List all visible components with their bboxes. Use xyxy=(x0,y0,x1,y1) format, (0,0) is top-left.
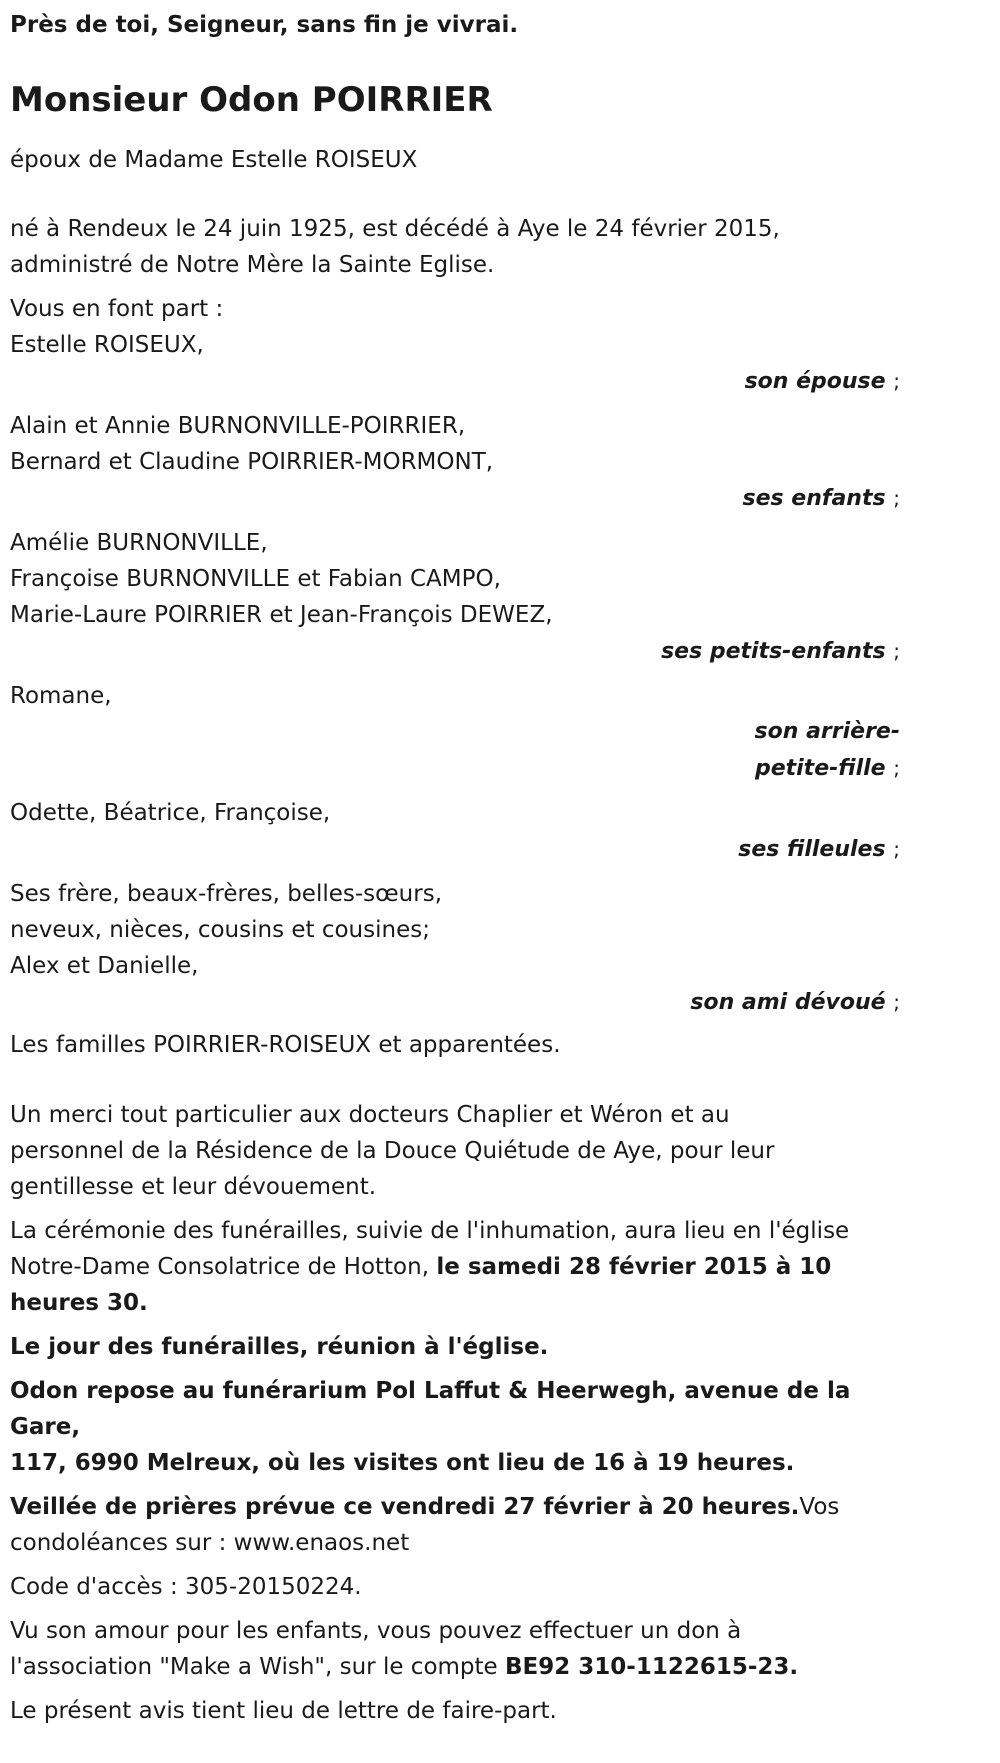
relation-semicolon: ; xyxy=(893,639,900,663)
relation-text: ses petits-enfants xyxy=(661,639,886,664)
vigil-condolences-start: Vos xyxy=(799,1494,840,1520)
relation-text: ses filleules xyxy=(738,837,886,862)
relation-text: petite-fille xyxy=(754,756,886,781)
deceased-name: Monsieur Odon POIRRIER xyxy=(10,80,493,120)
spouse-line: époux de Madame Estelle ROISEUX xyxy=(10,147,418,173)
family-group xyxy=(10,408,900,517)
donation-line-2 xyxy=(10,1649,900,1685)
announcement-intro: Vous en font part : xyxy=(10,296,224,322)
repose-line: 117, 6990 Melreux, où les visites ont lieu de 16 à 19 heures. xyxy=(10,1450,795,1476)
family-relation xyxy=(10,633,900,670)
thanks-line: personnel de la Résidence de la Douce Quiétude de Aye, pour leur xyxy=(10,1138,775,1164)
ceremony-date: le samedi 28 février 2015 à 10 xyxy=(436,1254,832,1280)
relation-semicolon: ; xyxy=(893,756,900,780)
relation-text: son arrière- xyxy=(754,719,900,744)
ceremony-line-1: La cérémonie des funérailles, suivie de l'inhumation, aura lieu en l'église xyxy=(10,1218,850,1244)
family-member: Marie-Laure POIRRIER et Jean-François DEWEZ, xyxy=(10,602,553,628)
repose-line: Odon repose au funérarium Pol Laffut & Heerwegh, avenue de la Gare, xyxy=(10,1378,851,1440)
family-group xyxy=(10,876,900,1021)
ceremony-paragraph xyxy=(10,1213,900,1321)
thanks-line: gentillesse et leur dévouement. xyxy=(10,1174,377,1200)
relation-semicolon: ; xyxy=(893,486,900,510)
relation-text: son ami dévoué xyxy=(690,990,886,1015)
relation-text: son épouse xyxy=(744,369,886,394)
relation-semicolon: ; xyxy=(893,990,900,1014)
family-member: Odette, Béatrice, Françoise, xyxy=(10,800,331,826)
family-member: Estelle ROISEUX, xyxy=(10,332,204,358)
family-relation xyxy=(10,831,900,868)
family-list xyxy=(10,327,900,1021)
relation-semicolon: ; xyxy=(893,837,900,861)
family-member: Amélie BURNONVILLE, xyxy=(10,530,268,556)
family-member: Alex et Danielle, xyxy=(10,953,199,979)
relation-semicolon: ; xyxy=(893,369,900,393)
family-member: neveux, nièces, cousins et cousines; xyxy=(10,917,430,943)
family-relation xyxy=(10,363,900,400)
vigil-paragraph xyxy=(10,1489,900,1561)
family-member: Ses frère, beaux-frères, belles-sœurs, xyxy=(10,881,443,907)
family-member: Bernard et Claudine POIRRIER-MORMONT, xyxy=(10,449,494,475)
access-code: Code d'accès : 305-20150224. xyxy=(10,1574,362,1600)
ceremony-time: heures 30. xyxy=(10,1290,148,1316)
families-line: Les familles POIRRIER-ROISEUX et apparentées. xyxy=(10,1032,561,1058)
vigil-line-1 xyxy=(10,1489,900,1525)
donation-association: l'association "Make a Wish", sur le compte xyxy=(10,1654,505,1680)
ceremony-line-2 xyxy=(10,1249,900,1285)
relation-text: ses enfants xyxy=(742,486,886,511)
donation-paragraph xyxy=(10,1613,900,1685)
thanks-paragraph xyxy=(10,1097,900,1205)
condolences-website: condoléances sur : www.enaos.net xyxy=(10,1530,410,1556)
ceremony-location: Notre-Dame Consolatrice de Hotton, xyxy=(10,1254,437,1280)
family-relation xyxy=(10,480,900,517)
family-relation xyxy=(10,750,900,787)
family-relation xyxy=(10,714,900,750)
donation-account: BE92 310-1122615-23. xyxy=(505,1654,799,1680)
birth-death-line-1: né à Rendeux le 24 juin 1925, est décédé à Aye le 24 février 2015, xyxy=(10,216,780,242)
family-group xyxy=(10,327,900,400)
thanks-line: Un merci tout particulier aux docteurs Chaplier et Wéron et au xyxy=(10,1102,730,1128)
family-group xyxy=(10,678,900,787)
repose-paragraph xyxy=(10,1373,900,1481)
closing-line: Le présent avis tient lieu de lettre de faire-part. xyxy=(10,1698,557,1724)
birth-death-line-2: administré de Notre Mère la Sainte Eglise. xyxy=(10,252,495,278)
family-member: Françoise BURNONVILLE et Fabian CAMPO, xyxy=(10,566,501,592)
vigil-announcement: Veillée de prières prévue ce vendredi 27 février à 20 heures. xyxy=(10,1494,800,1520)
reunion-line: Le jour des funérailles, réunion à l'église. xyxy=(10,1334,549,1360)
family-member: Romane, xyxy=(10,683,112,709)
family-member: Alain et Annie BURNONVILLE-POIRRIER, xyxy=(10,413,466,439)
family-relation xyxy=(10,984,900,1021)
motto: Près de toi, Seigneur, sans fin je vivrai. xyxy=(10,12,519,38)
donation-line-1: Vu son amour pour les enfants, vous pouvez effectuer un don à xyxy=(10,1618,742,1644)
family-group xyxy=(10,525,900,670)
family-group xyxy=(10,795,900,868)
